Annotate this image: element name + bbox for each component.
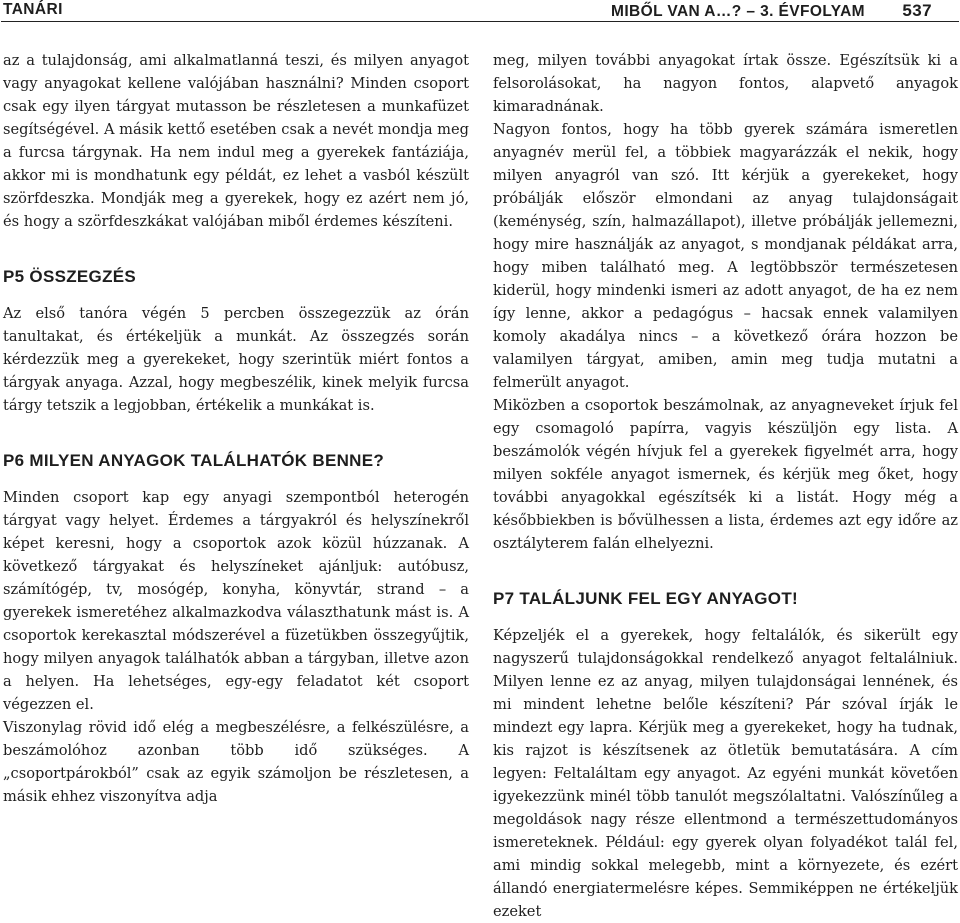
header-chapter-title [611, 1, 932, 21]
header-section-label: TANÁRI [3, 1, 63, 18]
section-heading-p6: P6 MILYEN ANYAGOK TALÁLHATÓK BENNE? [3, 451, 385, 470]
left-column [3, 49, 469, 808]
p5-paragraph: Az első tanóra végén 5 percben összegezzük az órán tanultakat, és értékeljük a munkát. Az összegzés során kérdezzük meg a gyerekeket, hogy szerintük miért fontos a tárgyak anyaga. Azzal, hogy megbeszélik, kinek melyik furcsa tárgy tetszik a legjobban, értékelik a munkákat is. [3, 305, 469, 414]
page-number: 537 [902, 1, 932, 20]
header-rule [1, 21, 959, 22]
section-heading-p5: P5 ÖSSZEGZÉS [3, 267, 137, 286]
right-column [493, 49, 958, 923]
header-chapter-text: MIBŐL VAN A…? – 3. ÉVFOLYAM [611, 3, 865, 20]
intro-paragraph: az a tulajdonság, ami alkalmatlanná teszi, és milyen anyagot vagy anyagokat kellene valójában használni? Minden csoport csak egy ilyen tárgyat mutasson be részletesen a munkafüzet segítségével. A másik kettő esetében csak a nevét mondja meg a furcsa tárgynak. Ha nem indul meg a gyerekek fantáziája, akkor mi is mondhatunk egy példát, ez lehet a vasból készült szörfdeszka. Mondják meg a gyerekek, hogy ez azért nem jó, és hogy a szörfdeszkákat valójában miből érdemes készíteni. [3, 52, 469, 230]
p7-paragraph: Képzeljék el a gyerekek, hogy feltalálók, és sikerült egy nagyszerű tulajdonságokkal rendelkező anyagot feltalálniuk. Milyen lenne ez az anyag, milyen tulajdonságai lennének, és mi mindent lehetne belőle készíteni? Pár szóval írják le mindezt egy lapra. Kérjük meg a gyerekeket, hogy ha tudnak, kis rajzot is készítsenek az ötletük bemutatására. A cím legyen: Feltaláltam egy anyagot. Az egyéni munkát követően igyekezzünk minél több tanulót megszólaltatni. Valószínűleg a megoldások nagy része ellentmond a természettudományos ismereteknek. Például: egy gyerek olyan folyadékot talál fel, ami mindig sokkal melegebb, mint a környezete, és ezért állandó energiatermelésre képes. Semmiképpen ne értékeljük ezeket [493, 627, 958, 920]
section-heading-p7: P7 TALÁLJUNK FEL EGY ANYAGOT! [493, 589, 798, 608]
page-header [0, 0, 960, 22]
right-intro-paragraph-3: Miközben a csoportok beszámolnak, az anyagneveket írjuk fel egy csomagoló papírra, vagyis készüljön egy lista. A beszámolók végén hívjuk fel a gyerekek figyelmét arra, hogy milyen sokféle anyagot ismernek, és kérjük meg őket, hogy további anyagokkal egészítsék ki a listát. Hogy még a későbbiekben is bővülhessen a lista, érdemes azt egy időre az osztályterem falán elhelyezni. [493, 397, 958, 552]
p6-paragraph-1: Minden csoport kap egy anyagi szempontból heterogén tárgyat vagy helyet. Érdemes a tárgyakról és helyszínekről képet keresni, hogy a csoportok azok közül húzzanak. A következő tárgyakat és helyszíneket ajánljuk: autóbusz, számítógép, tv, mosógép, konyha, könyvtár, strand – a gyerekek ismeretéhez alkalmazkodva választhatunk mást is. A csoportok kerekasztal módszerével a füzetükben összegyűjtik, hogy milyen anyagok találhatók abban a tárgyban, illetve azon a helyen. Ha lehetséges, egy-egy feladatot két csoport végezzen el. [3, 489, 469, 713]
right-intro-paragraph-1: meg, milyen további anyagokat írtak össze. Egészítsük ki a felsorolásokat, ha nagyon fontos, alapvető anyagok kimaradnának. [493, 52, 958, 115]
right-intro-paragraph-2: Nagyon fontos, hogy ha több gyerek számára ismeretlen anyagnév merül fel, a többiek magyarázzák el nekik, hogy milyen anyagról van szó. Itt kérjük a gyerekeket, hogy próbálják először elmondani az anyag tulajdonságait (keménység, szín, halmazállapot), illetve próbálják jellemezni, hogy mire használják az anyagot, s mondjanak példákat arra, hogy miben található meg. A legtöbbször természetesen kiderül, hogy mindenki ismeri az adott anyagot, de ha ez nem így lenne, akkor a pedagógus – hacsak ennek valamilyen komoly akadálya nincs – a következő órára hozzon be valamilyen tárgyat, amiben, amin meg tudja mutatni a felmerült anyagot. [493, 121, 958, 391]
p6-paragraph-2: Viszonylag rövid idő elég a megbeszélésre, a felkészülésre, a beszámolóhoz azonban több idő szükséges. A „csoportpárokból” csak az egyik számoljon be részletesen, a másik ehhez viszonyítva adja [3, 719, 469, 805]
